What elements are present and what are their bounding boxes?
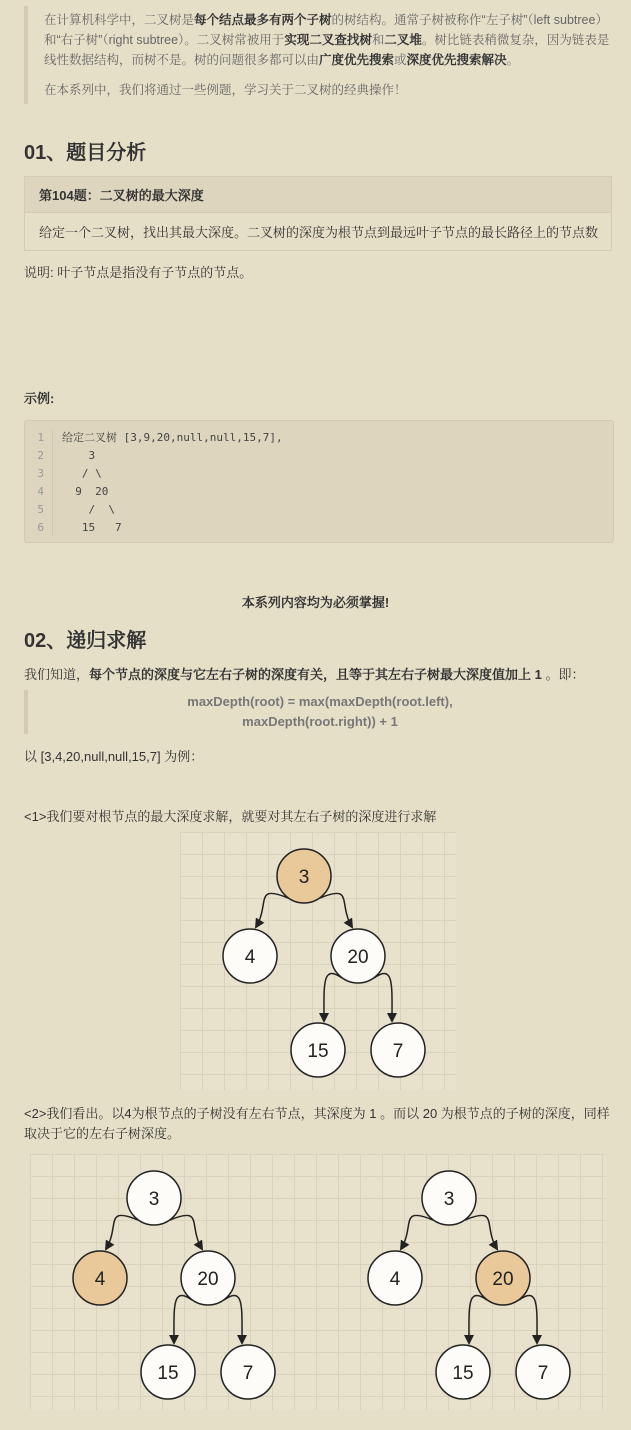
tree-1-svg: [180, 832, 456, 1090]
section-2-heading: 02、递归求解: [24, 630, 147, 652]
intro-run: 实现二叉查找树: [284, 33, 372, 47]
tree-node-label: 7: [392, 1041, 404, 1062]
intro-blockquote: [24, 6, 610, 104]
tree-node-label: 7: [242, 1363, 254, 1384]
lead-run: 我们知道，: [24, 667, 90, 682]
tree-edge-arrow: [170, 1215, 202, 1249]
code-text: 给定二叉树 [3,9,20,null,null,15,7],: [62, 431, 283, 444]
line-number: 5: [25, 501, 53, 519]
tree-node-label: 3: [298, 867, 310, 888]
tree-node-label: 3: [148, 1189, 160, 1210]
tree-2-svg: [30, 1154, 606, 1410]
intro-paragraph-1: [44, 10, 610, 70]
tree-node-label: 20: [347, 947, 369, 968]
tree-edge-arrow: [106, 1215, 138, 1249]
intro-run: 。树比链表稍微复杂，因为链表是线性数据结构，而树不是。树的问题很多都可以由: [44, 33, 610, 67]
intro-run: 。: [506, 53, 520, 67]
formula-line-1: maxDepth(root) = max(maxDepth(root.left),: [187, 694, 453, 709]
tree-edge-arrow: [519, 1296, 537, 1343]
tree-edge-arrow: [469, 1296, 487, 1343]
intro-run: 的树结构。通常子树被称作“左子树”（left subtree）和“右子树”（right subtree）。二叉树常被用于: [44, 13, 608, 47]
step-2-line-1: <2>我们看出。以4为根节点的子树没有左右节点，其深度为 1 。而以 20 为根节点的子树的深度，同样: [24, 1106, 610, 1121]
tree-figure-1: [180, 832, 456, 1090]
intro-run: 每个结点最多有两个子树: [194, 13, 332, 27]
code-line: [25, 483, 613, 501]
tree-edge-arrow: [174, 1296, 192, 1343]
intro-run: 在计算机科学中，二叉树是: [44, 13, 195, 27]
tree-node-label: 7: [537, 1363, 549, 1384]
line-number: 4: [25, 483, 53, 501]
problem-box: [24, 176, 612, 251]
problem-description: 给定一个二叉树，找出其最大深度。二叉树的深度为根节点到最远叶子节点的最长路径上的节点数: [39, 225, 599, 240]
lead-run: 每个节点的深度与它左右子树的深度有关，且等于其左右子树最大深度值加上 1: [89, 667, 542, 682]
tree-edge-arrow: [256, 893, 288, 927]
line-number: 3: [25, 465, 53, 483]
step-2-text: [24, 1104, 610, 1144]
tree-node-label: 15: [452, 1363, 474, 1384]
tree-edge-arrow: [374, 974, 392, 1021]
code-text: 15 7: [62, 521, 122, 534]
intro-run: 广度优先搜索: [319, 53, 395, 67]
code-line: [25, 447, 613, 465]
code-text: 9 20: [62, 485, 109, 498]
problem-title: 第104题：二叉树的最大深度: [25, 177, 611, 213]
intro-run: 和: [371, 33, 385, 47]
tree-node-label: 15: [157, 1363, 179, 1384]
code-line: [25, 501, 613, 519]
intro-paragraph-2: 在本系列中，我们将通过一些例题，学习关于二叉树的经典操作！: [44, 83, 407, 97]
note-text: 说明: 叶子节点是指没有子节点的节点。: [24, 265, 253, 280]
must-master-text: 本系列内容均为必须掌握!: [241, 595, 390, 610]
tree-edge-arrow: [224, 1296, 242, 1343]
section-1-heading: 01、题目分析: [24, 142, 147, 164]
recursion-lead-text: [24, 664, 584, 683]
example-label: 示例:: [24, 391, 55, 406]
tree-node-label: 3: [443, 1189, 455, 1210]
tree-node-label: 20: [197, 1269, 219, 1290]
code-text: / \: [62, 467, 102, 480]
tree-edge-arrow: [324, 974, 342, 1021]
tree-node-label: 4: [389, 1269, 401, 1290]
line-number: 2: [25, 447, 53, 465]
code-line: [25, 429, 613, 447]
formula-line-2: maxDepth(root.right)) + 1: [242, 714, 398, 729]
intro-run: 二叉堆: [384, 33, 422, 47]
example-array-text: 以 [3,4,20,null,null,15,7] 为例：: [24, 749, 204, 764]
tree-node-label: 4: [94, 1269, 106, 1290]
tree-edge-arrow: [401, 1215, 433, 1249]
code-text: / \: [62, 503, 115, 516]
tree-edge-arrow: [465, 1215, 497, 1249]
tree-node-label: 4: [244, 947, 256, 968]
code-line: [25, 519, 613, 537]
step-1-text: <1>我们要对根节点的最大深度求解，就要对其左右子树的深度进行求解: [24, 809, 437, 824]
code-block: [24, 420, 614, 543]
intro-run: 深度优先搜索解决: [406, 53, 507, 67]
line-number: 1: [25, 429, 53, 447]
tree-node-label: 15: [307, 1041, 329, 1062]
tree-node-label: 20: [492, 1269, 514, 1290]
step-2-line-2: 取决于它的左右子树深度。: [24, 1126, 181, 1141]
intro-run: 或: [394, 53, 407, 67]
line-number: 6: [25, 519, 53, 537]
formula-block: [24, 690, 612, 734]
lead-run: 。即：: [541, 667, 585, 682]
tree-edge-arrow: [320, 893, 352, 927]
tree-figure-2: [30, 1154, 606, 1410]
code-line: [25, 465, 613, 483]
code-text: 3: [62, 449, 96, 462]
